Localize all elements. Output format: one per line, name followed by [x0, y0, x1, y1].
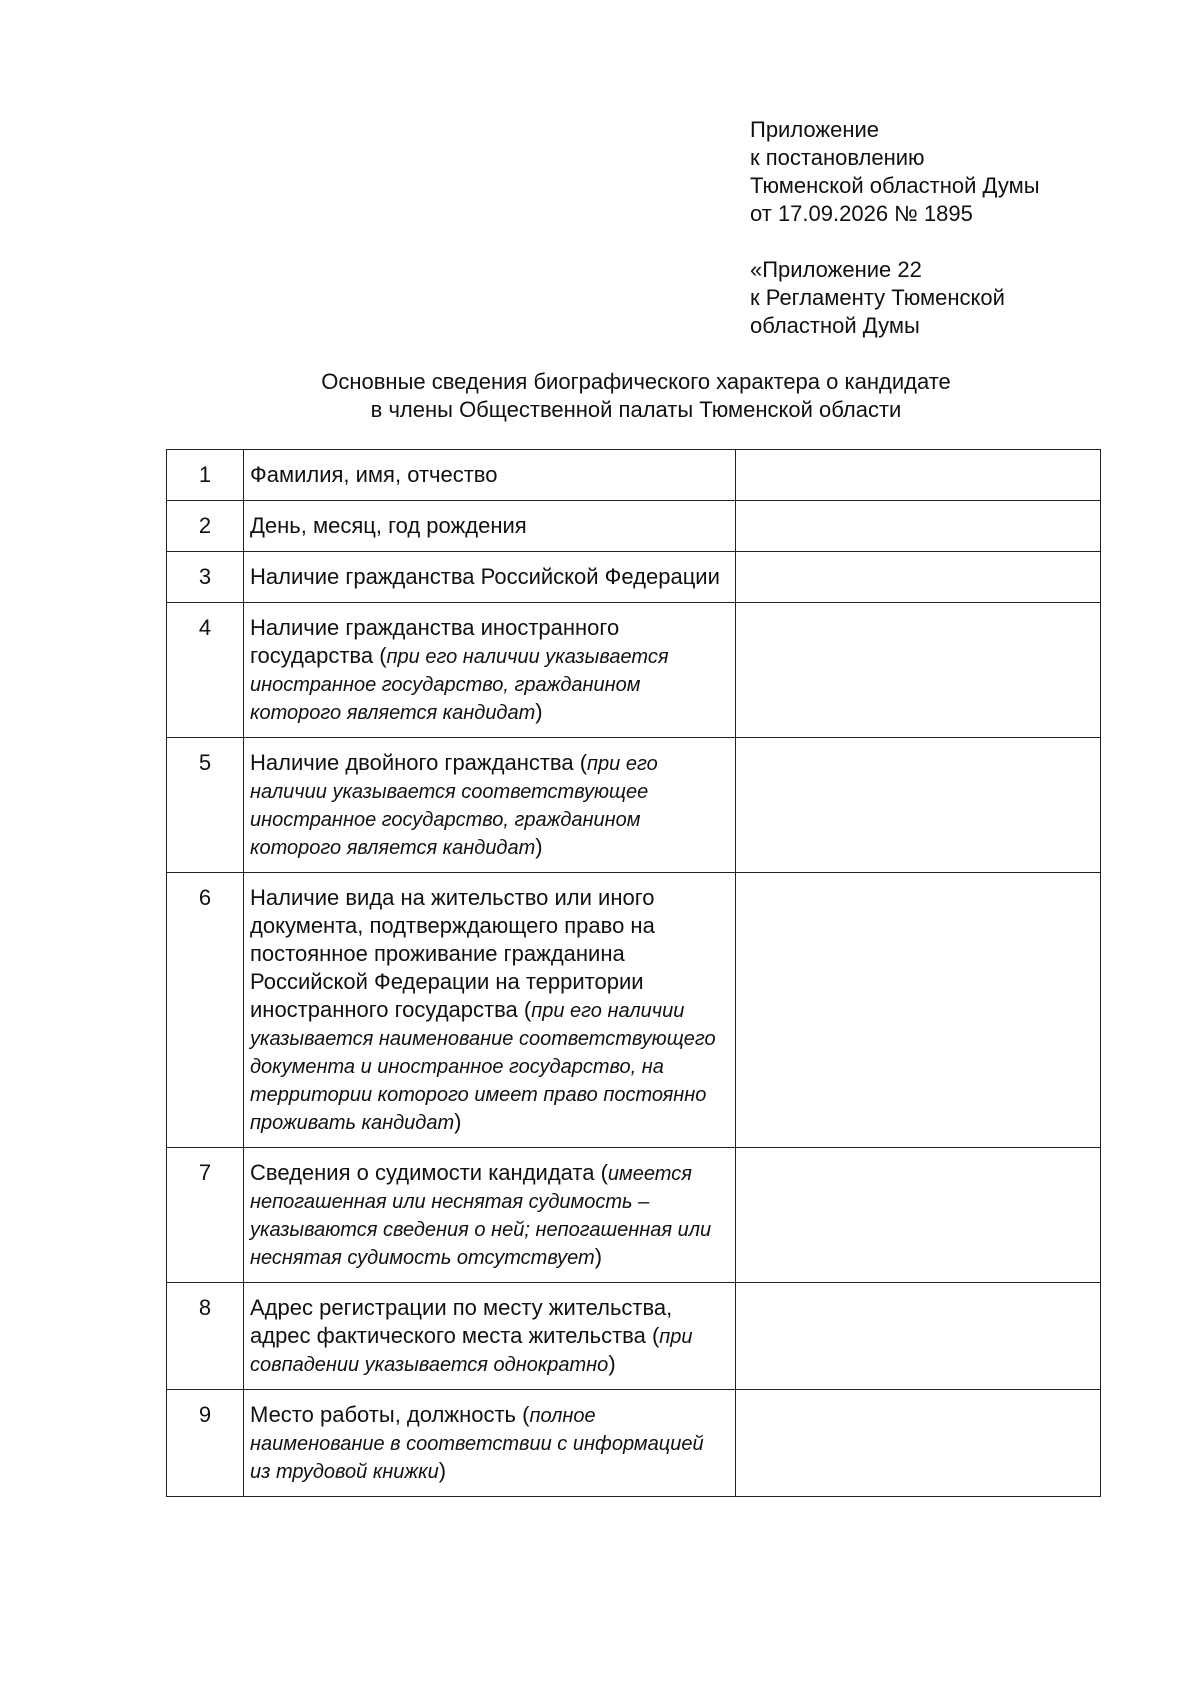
- header-spacer: [750, 228, 1150, 256]
- row-label-cell: [244, 450, 736, 501]
- row-value-cell[interactable]: [736, 738, 1101, 873]
- row-note-close: ): [454, 1109, 462, 1134]
- appendix-line: «Приложение 22: [750, 257, 922, 282]
- row-label-cell: [244, 1283, 736, 1390]
- row-number: 1: [167, 450, 244, 501]
- row-number: 3: [167, 552, 244, 603]
- row-number: 4: [167, 603, 244, 738]
- table-body: [167, 450, 1101, 1497]
- appendix-line: к Регламенту Тюменской: [750, 285, 1005, 310]
- row-note-close: ): [535, 699, 543, 724]
- header-line: Приложение: [750, 117, 880, 142]
- row-note: при его наличии указывается соответствующее иностранное государство, гражданином которого является кандидат: [250, 753, 658, 859]
- table-row: [167, 603, 1101, 738]
- row-number: 2: [167, 501, 244, 552]
- table-row: [167, 501, 1101, 552]
- row-note: при его наличии указывается наименование соответствующего документа и иностранное государство, на территории которого имеет право постоянно проживать кандидат: [250, 1000, 716, 1134]
- header-line: от 17.09.2026 № 1895: [750, 201, 973, 226]
- row-value-cell[interactable]: [736, 450, 1101, 501]
- row-number: 7: [167, 1148, 244, 1283]
- header-line: Тюменской областной Думы: [750, 173, 1040, 198]
- row-note-close: ): [608, 1351, 616, 1376]
- row-value-cell[interactable]: [736, 603, 1101, 738]
- document-title: [0, 368, 1200, 424]
- row-note-close: ): [594, 1244, 603, 1269]
- row-label: Наличие двойного гражданства (: [250, 750, 588, 775]
- row-note-close: ): [535, 834, 543, 859]
- row-value-cell[interactable]: [736, 501, 1101, 552]
- row-label: Наличие гражданства Российской Федерации: [250, 564, 720, 589]
- row-value-cell[interactable]: [736, 552, 1101, 603]
- biography-table: [166, 449, 1101, 1497]
- appendix-line: областной Думы: [750, 313, 920, 338]
- row-label: День, месяц, год рождения: [250, 513, 527, 538]
- row-value-cell[interactable]: [736, 1283, 1101, 1390]
- row-value-cell[interactable]: [736, 1390, 1101, 1497]
- row-label-cell: [244, 1148, 736, 1283]
- table-row: [167, 873, 1101, 1148]
- table-row: [167, 552, 1101, 603]
- row-label-cell: [244, 603, 736, 738]
- title-line-1: Основные сведения биографического характера о кандидате: [321, 369, 951, 394]
- table-row: [167, 738, 1101, 873]
- row-label-cell: [244, 873, 736, 1148]
- header-line: к постановлению: [750, 145, 925, 170]
- row-number: 6: [167, 873, 244, 1148]
- row-value-cell[interactable]: [736, 873, 1101, 1148]
- row-label-cell: [244, 738, 736, 873]
- row-number: 5: [167, 738, 244, 873]
- row-label-cell: [244, 501, 736, 552]
- title-line-2: в члены Общественной палаты Тюменской области: [370, 397, 902, 422]
- row-note-close: ): [438, 1458, 447, 1483]
- row-note: имеется непогашенная или неснятая судимость – указываются сведения о ней; непогашенная или неснятая судимость отсутствует: [250, 1163, 712, 1269]
- row-number: 9: [167, 1390, 244, 1497]
- row-label-cell: [244, 552, 736, 603]
- row-label: Фамилия, имя, отчество: [250, 462, 498, 487]
- row-label-cell: [244, 1390, 736, 1497]
- appendix-header: [750, 116, 1150, 340]
- row-note: при его наличии указывается иностранное государство, гражданином которого является кандидат: [250, 646, 669, 724]
- table-row: [167, 450, 1101, 501]
- table-row: [167, 1283, 1101, 1390]
- row-value-cell[interactable]: [736, 1148, 1101, 1283]
- row-number: 8: [167, 1283, 244, 1390]
- table-row: [167, 1148, 1101, 1283]
- row-note: полное наименование в соответствии с информацией из трудовой книжки: [250, 1405, 704, 1483]
- row-label: Сведения о судимости кандидата (: [250, 1160, 608, 1185]
- row-label: Адрес регистрации по месту жительства, адрес фактического места жительства (: [250, 1295, 673, 1348]
- table-row: [167, 1390, 1101, 1497]
- row-label: Наличие гражданства иностранного государства (: [250, 615, 620, 668]
- row-label: Наличие вида на жительство или иного документа, подтверждающего право на постоянное проживание гражданина Российской Федерации на территории иностранного государства (: [250, 885, 655, 1022]
- row-note: при совпадении указывается однократно: [250, 1326, 693, 1376]
- row-label: Место работы, должность (: [250, 1402, 530, 1427]
